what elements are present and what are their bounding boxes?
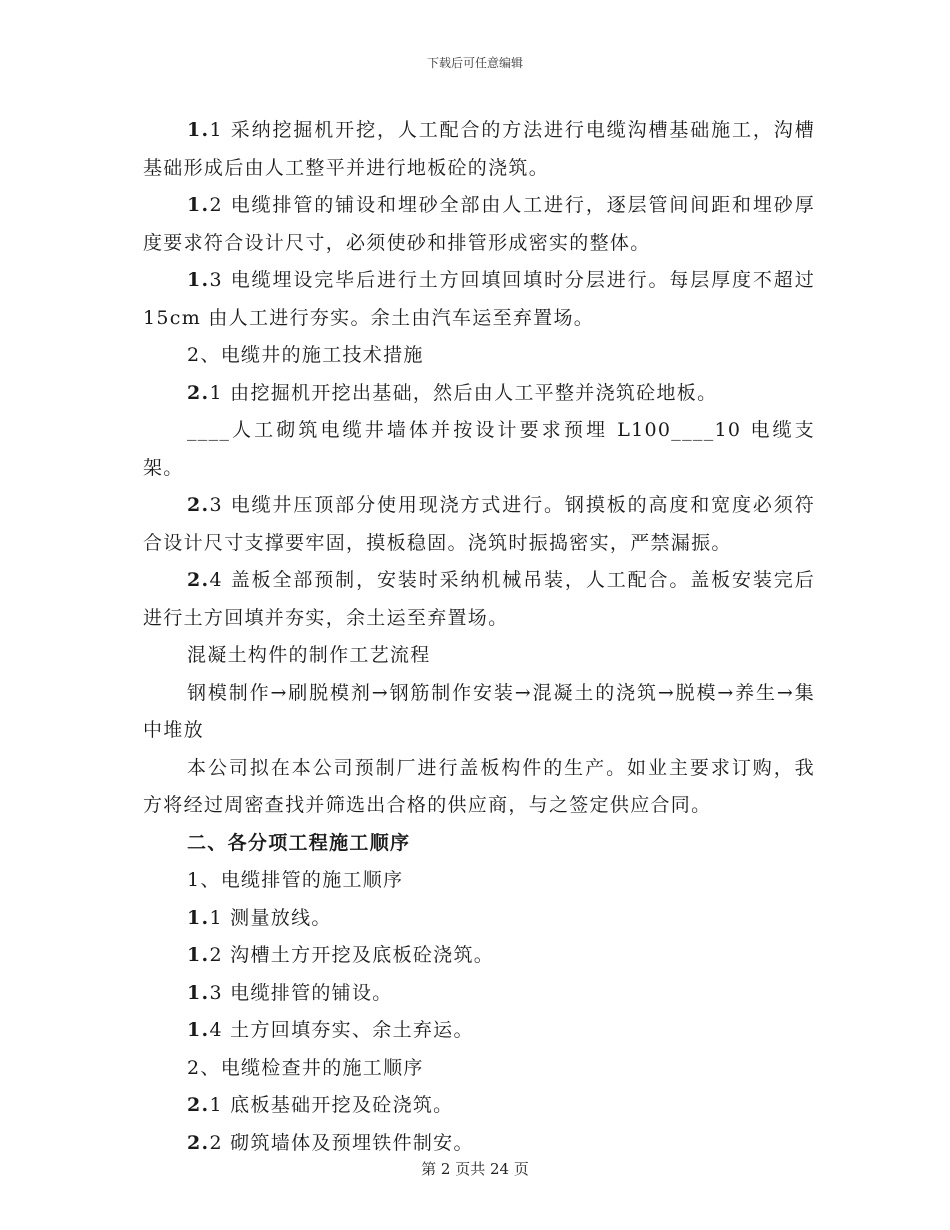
paragraph-1-3: [143, 262, 815, 337]
page-header: 下载后可任意编辑: [426, 56, 523, 70]
paragraph-2-4: [143, 562, 815, 637]
page-footer: 第 2 页共 24 页: [421, 1160, 529, 1178]
process-flow: [143, 675, 815, 750]
paragraph-text: 4 土方回填夯实、余土弃运。: [209, 1019, 474, 1041]
paragraph-text: 钢模制作→刷脱模剂→钢筋制作安装→混凝土的浇筑→脱模→养生→集中堆放: [143, 681, 815, 741]
subheading-concrete-process: [143, 637, 815, 675]
paragraph-text: 1 由挖掘机开挖出基础，然后由人工平整并浇筑砼地板。: [209, 381, 718, 404]
paragraph-text: 2 砌筑墙体及预埋铁件制安。: [209, 1131, 474, 1154]
step-1-2: [143, 937, 815, 975]
subheading-well-order: [143, 1050, 815, 1088]
paragraph-2-2: [143, 412, 815, 487]
section-number: 2.: [187, 381, 210, 404]
paragraph-text: 1 测量放线。: [209, 906, 332, 929]
paragraph-text: 2 沟槽土方开挖及底板砼浇筑。: [209, 944, 495, 966]
step-2-1: [143, 1087, 815, 1125]
step-1-1: [143, 900, 815, 938]
section-number: 2.: [187, 569, 210, 591]
paragraph-text: 3 电缆井压顶部分使用现浇方式进行。钢摸板的高度和宽度必须符合设计尺寸支撑要牢固，摸板稳固。浇筑时振捣密实，严禁漏振。: [143, 494, 815, 554]
paragraph-text: 1 底板基础开挖及砼浇筑。: [209, 1094, 454, 1116]
paragraph-1-1: [143, 112, 815, 187]
paragraph-text: 混凝土构件的制作工艺流程: [187, 644, 431, 666]
section-number: 1.: [187, 269, 210, 291]
paragraph-text: 2、电缆检查井的施工顺序: [187, 1056, 424, 1079]
heading-text: 二、各分项工程施工顺序: [187, 831, 411, 854]
document-body: [143, 112, 815, 1162]
step-2-2: [143, 1125, 815, 1163]
section-number: 2.: [187, 1131, 210, 1154]
section-number: 1.: [187, 906, 210, 929]
section-number: 2.: [187, 1094, 210, 1116]
paragraph-2-3: [143, 487, 815, 562]
subheading-pipe-order: [143, 862, 815, 900]
paragraph-text: 4 盖板全部预制，安装时采纳机械吊装，人工配合。盖板安装完后进行土方回填并夯实，余土运至弃置场。: [143, 569, 815, 629]
paragraph-text: 3 电缆排管的铺设。: [209, 981, 393, 1004]
paragraph-supplier: [143, 750, 815, 825]
section-number: 1.: [187, 194, 210, 216]
paragraph-2-1: [143, 375, 815, 413]
step-1-3: [143, 975, 815, 1013]
paragraph-text: 3 电缆埋设完毕后进行土方回填回填时分层进行。每层厚度不超过 15cm 由人工进行夯实。余土由汽车运至弃置场。: [143, 269, 815, 329]
paragraph-text: ____人工砌筑电缆井墙体并按设计要求预埋 L100____10 电缆支架。: [143, 419, 815, 479]
section-number: 2.: [187, 494, 210, 516]
step-1-4: [143, 1012, 815, 1050]
paragraph-1-2: [143, 187, 815, 262]
paragraph-text: 1 采纳挖掘机开挖，人工配合的方法进行电缆沟槽基础施工，沟槽基础形成后由人工整平并进行地板砼的浇筑。: [143, 119, 815, 179]
paragraph-text: 1、电缆排管的施工顺序: [187, 869, 404, 891]
subheading-cable-well: [143, 337, 815, 375]
section-number: 1.: [187, 944, 210, 966]
section-number: 1.: [187, 981, 210, 1004]
paragraph-text: 2、电缆井的施工技术措施: [187, 344, 424, 366]
paragraph-text: 2 电缆排管的铺设和埋砂全部由人工进行，逐层管间间距和埋砂厚度要求符合设计尺寸，必须使砂和排管形成密实的整体。: [143, 194, 815, 254]
section-number: 1.: [187, 1019, 210, 1041]
paragraph-text: 本公司拟在本公司预制厂进行盖板构件的生产。如业主要求订购，我方将经过周密查找并筛选出合格的供应商，与之签定供应合同。: [143, 756, 815, 816]
section-heading-2: [143, 825, 815, 863]
section-number: 1.: [187, 119, 210, 141]
